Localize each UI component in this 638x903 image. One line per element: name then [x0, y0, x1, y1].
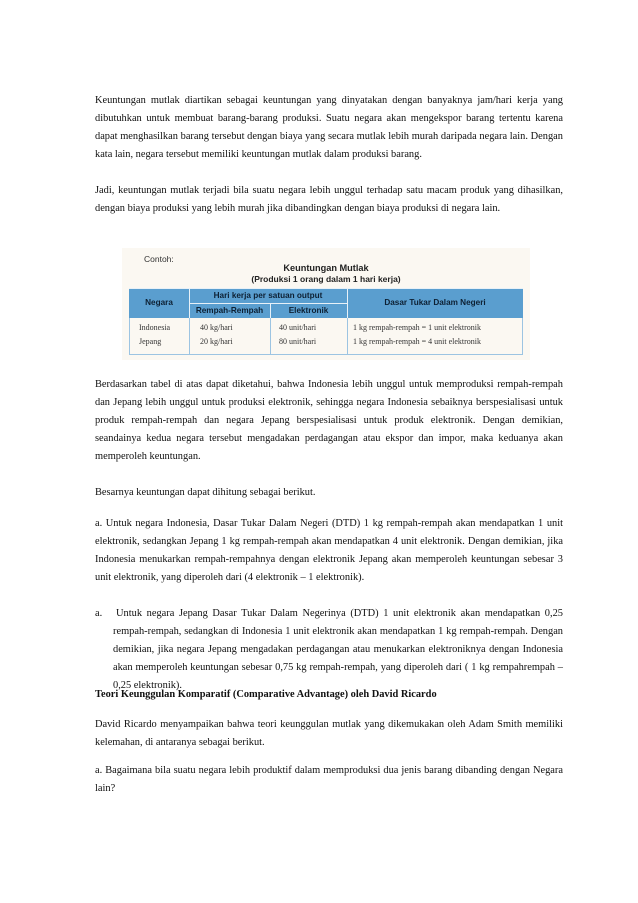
header-negara: Negara — [145, 298, 173, 307]
table-contoh-label: Contoh: — [144, 254, 174, 264]
divider — [189, 318, 190, 354]
table-row-cell: 40 unit/hari — [279, 323, 317, 332]
paragraph-besarnya-keuntungan: Besarnya keuntungan dapat dihitung sebagai berikut. — [95, 487, 316, 498]
table-row-cell: 80 unit/hari — [279, 337, 317, 346]
paragraph-question-a: a. Bagaimana bila suatu negara lebih produktif dalam memproduksi dua jenis barang dibanding dengan Negara lain? — [95, 765, 563, 794]
header-rempah: Rempah-Rempah — [195, 306, 264, 315]
paragraph-david-ricardo: David Ricardo menyampaikan bahwa teori keunggulan mutlak yang dikemukakan oleh Adam Smith memiliki kelemahan, di antaranya sebagai berikut. — [95, 719, 563, 748]
table-row-cell: Indonesia — [139, 323, 171, 332]
paragraph-keuntungan-mutlak: Keuntungan mutlak diartikan sebagai keuntungan yang dinyatakan dengan banyaknya jam/hari kerja yang dibutuhkan untuk membuat barang-barang produksi. Suatu negara akan mengekspor barang tertentu karena dapat menghasilkan barang tersebut dengan biaya yang secara mutlak lebih murah daripada negara lain. Dengan kata lain, negara tersebut memiliki keuntungan mutlak dalam produksi barang. — [95, 95, 563, 160]
header-dasar-tukar: Dasar Tukar Dalam Negeri — [384, 298, 486, 307]
divider — [189, 303, 347, 304]
divider — [270, 318, 271, 354]
table-row-cell: 40 kg/hari — [200, 323, 233, 332]
keuntungan-mutlak-table — [122, 248, 530, 360]
divider — [129, 354, 523, 355]
table-row-cell: 20 kg/hari — [200, 337, 233, 346]
header-hari-kerja: Hari kerja per satuan output — [213, 291, 323, 300]
table-subtitle: (Produksi 1 orang dalam 1 hari kerja) — [251, 274, 401, 284]
divider — [129, 318, 130, 354]
divider — [522, 318, 523, 354]
table-title: Keuntungan Mutlak — [283, 263, 369, 273]
paragraph-jepang: a. Untuk negara Jepang Dasar Tukar Dalam Negerinya (DTD) 1 unit elektronik akan mendapatkan 0,25 rempah-rempah, sedangkan di Indonesia 1 unit elektronik akan mendapatkan 1 kg rempah-rempah. Dengan demikian, jika negara Jepang mengadakan perdagangan atau menukarkan elektroniknya dengan Indonesia akan memperoleh keuntungan sebesar 0,75 kg rempah-rempah, yang diperoleh dari ( 1 kg rempahrempah – 0,25 elektronik). — [95, 608, 563, 691]
table-header — [129, 288, 523, 318]
header-elektronik: Elektronik — [288, 306, 329, 315]
table-row-cell: Jepang — [139, 337, 162, 346]
table-row-cell: 1 kg rempah-rempah = 1 unit elektronik — [353, 323, 482, 332]
divider — [347, 318, 348, 354]
section-heading: Teori Keunggulan Komparatif (Comparative Advantage) oleh David Ricardo — [95, 689, 437, 700]
paragraph-berdasarkan-tabel: Berdasarkan tabel di atas dapat diketahui, bahwa Indonesia lebih unggul untuk memproduksi rempah-rempah dan Jepang lebih unggul untuk produksi elektronik, sehingga negara Indonesia sebaiknya berspesialisasi untuk produk rempah-rempah dan negara Jepang berspesialisasi untuk produk elektronik. Dengan demikian, seandainya kedua negara tersebut mengadakan perdagangan atau ekspor dan impor, maka keduanya akan memperoleh keuntungan. — [95, 379, 563, 462]
paragraph-jadi: Jadi, keuntungan mutlak terjadi bila suatu negara lebih unggul terhadap satu macam produk yang dihasilkan, dengan biaya produksi yang lebih murah jika dibandingkan dengan biaya produksi di negara lain. — [95, 185, 563, 214]
table-row-cell: 1 kg rempah-rempah = 4 unit elektronik — [353, 337, 482, 346]
paragraph-indonesia: a. Untuk negara Indonesia, Dasar Tukar Dalam Negeri (DTD) 1 kg rempah-rempah akan mendapatkan 1 unit elektronik, sedangkan Jepang 1 kg rempah-rempah akan mendapatkan 4 unit elektronik. Dengan demikian, jika Indonesia menukarkan rempah-rempahnya dengan elektronik Jepang akan memperoleh keuntungan sebesar 3 unit elektronik, yang diperoleh dari (4 elektronik – 1 elektronik). — [95, 518, 563, 583]
